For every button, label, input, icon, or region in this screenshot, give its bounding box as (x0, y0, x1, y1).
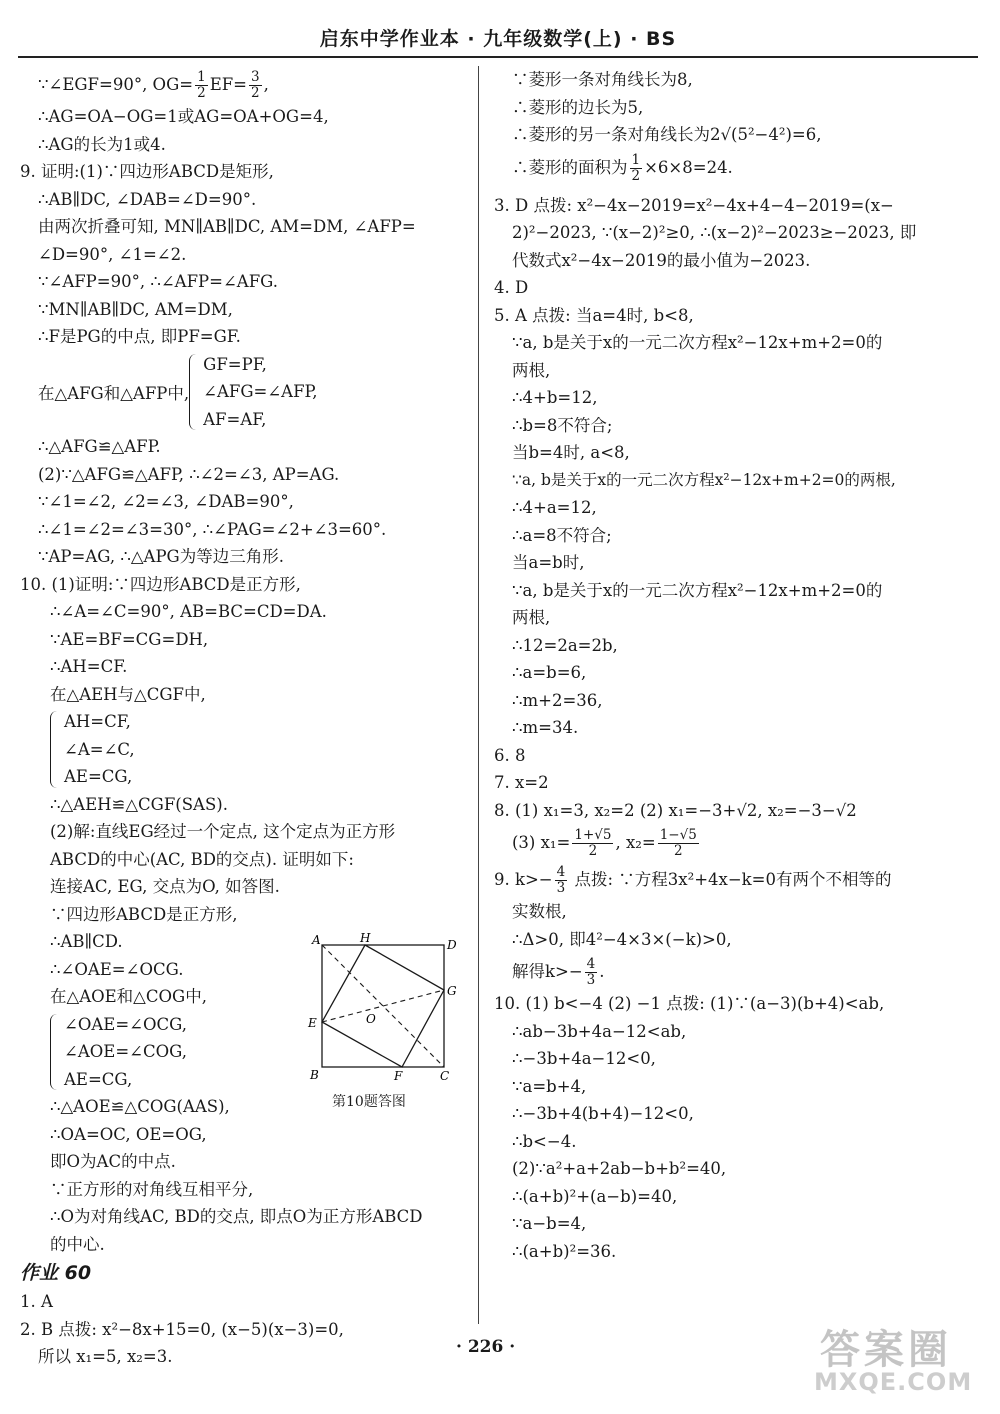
text-line: (2)∵a²+a+2ab−b+b²=40, (512, 1159, 727, 1178)
text-line: ∴菱形的面积为 $\frac{1}{2}$ ×6×8=24. (512, 151, 733, 184)
text-line: ∴Δ>0, 即4²−4×3×(−k)>0, (512, 929, 732, 949)
brace-system-2: AH=CF, ∠A=∠C, AE=CG, (50, 708, 468, 791)
text-line: ∴(a+b)²=36. (512, 1241, 617, 1261)
text-line: ∴菱形的另一条对角线长为2√(5²−4²)=6, (512, 125, 822, 144)
text-line: ABCD的中心(AC, BD的交点). 证明如下: (50, 849, 354, 869)
text-line: ∴菱形的边长为5, (512, 97, 644, 117)
text-line: ∵a=b+4, (512, 1076, 587, 1096)
header-title: 启东中学作业本 · 九年级数学(上) · BS (319, 28, 677, 50)
page-number: · 226 · (456, 1337, 516, 1357)
text-line: ∴∠A=∠C=90°, AB=BC=CD=DA. (50, 602, 327, 621)
figure-caption: 第10题答图 (332, 1094, 406, 1110)
label-o: O (366, 1012, 376, 1026)
label-f: F (394, 1069, 403, 1083)
text-line: 2)²−2023, ∵(x−2)²≥0, ∴(x−2)²−2023≥−2023, 即 (512, 223, 917, 242)
text-line: ∵a−b=4, (512, 1214, 587, 1233)
label-a: A (312, 933, 321, 947)
text-line: (2)∵△AFG≌△AFP, ∴∠2=∠3, AP=AG. (38, 464, 340, 484)
question-9-heading: 9. 证明:(1)∵四边形ABCD是矩形, (20, 162, 274, 181)
text-line: 代数式x²−4x−2019的最小值为−2023. (512, 250, 811, 270)
watermark-url: MXQE.COM (814, 1368, 973, 1396)
text-line: ∴AH=CF. (50, 657, 128, 676)
text-line: ∵正方形的对角线互相平分, (50, 1179, 254, 1199)
text-line: ∴△AFG≌△AFP. (38, 437, 161, 456)
text-line: ∴(a+b)²+(a−b)=40, (512, 1186, 678, 1206)
brace-symbol (50, 711, 59, 788)
text-line: ∵AE=BF=CG=DH, (50, 629, 209, 649)
text-line: ∴4+b=12, (512, 388, 598, 407)
text-line: ∴F是PG的中点, 即PF=GF. (38, 327, 241, 346)
text-line: ∴∠1=∠2=∠3=30°, ∴∠PAG=∠2+∠3=60°. (38, 519, 387, 539)
text-line: 7. x=2 (494, 773, 549, 792)
text-line: ∵AP=AG, ∴△APG为等边三角形. (38, 547, 284, 566)
brace-symbol (189, 354, 198, 431)
text-line: 在△AOE和△COG中, (50, 987, 207, 1006)
text-line: 在△AFG和△AFP中, (38, 383, 190, 403)
question-10-heading: 10. (1)证明:∵四边形ABCD是正方形, (20, 574, 301, 594)
watermark-logo: 答案圈 (820, 1327, 952, 1373)
text-line: 1. A (20, 1292, 53, 1311)
brace-symbol (50, 1014, 59, 1091)
text-line: ∴OA=OC, OE=OG, (50, 1124, 207, 1144)
text-line: ∵MN∥AB∥DC, AM=DM, (38, 299, 233, 319)
brace-system-1 (20, 351, 468, 434)
text-line: 即O为AC的中点. (50, 1152, 176, 1171)
segment-eg (322, 990, 444, 1022)
text-line: ∴AG的长为1或4. (38, 134, 166, 154)
label-d: D (447, 938, 457, 952)
label-e: E (308, 1016, 317, 1030)
text-line: (2)解:直线EG经过一个定点, 这个定点为正方形 (50, 822, 396, 841)
text-line: 6. 8 (494, 745, 526, 765)
text-line: 两根, (512, 608, 551, 627)
text-line: 3. D 点拨: x²−4x−2019=x²−4x+4−4−2019=(x− (494, 195, 894, 215)
text-line: ∵四边形ABCD是正方形, (50, 904, 238, 924)
text-line: ∴−3b+4a−12<0, (512, 1049, 656, 1068)
text-line: ∴m+2=36, (512, 690, 603, 710)
text-line: 的中心. (50, 1234, 105, 1254)
text-line: ∴m=34. (512, 718, 579, 737)
label-g: G (447, 984, 457, 998)
page-header (18, 22, 978, 58)
brace-group: GF=PF, ∠AFG=∠AFP, AF=AF, (189, 351, 317, 434)
left-column (20, 66, 468, 1371)
text-line: ∠D=90°, ∠1=∠2. (38, 244, 187, 264)
text-line: 2. B 点拨: x²−8x+15=0, (x−5)(x−3)=0, (20, 1319, 344, 1339)
text-line: 由两次折叠可知, MN∥AB∥DC, AM=DM, ∠AFP= (38, 217, 416, 236)
homework-title: 作业 60 (20, 1262, 92, 1284)
text-line: ∵∠AFP=90°, ∴∠AFP=∠AFG. (38, 272, 278, 291)
text-line: ∴AG=OA−OG=1或AG=OA+OG=4, (38, 107, 329, 126)
text-line: 实数根, (512, 902, 567, 921)
text-line: ∴−3b+4(b+4)−12<0, (512, 1104, 694, 1123)
text-line: ∵a, b是关于x的一元二次方程x²−12x+m+2=0的两根, (512, 470, 896, 489)
text-line: 连接AC, EG, 交点为O, 如答图. (50, 877, 280, 896)
text-line: ∴12=2a=2b, (512, 635, 618, 655)
text-line: ∴AB∥DC, ∠DAB=∠D=90°. (38, 189, 257, 209)
text-line: ∴O为对角线AC, BD的交点, 即点O为正方形ABCD (50, 1207, 423, 1226)
text-line: ∴b<−4. (512, 1131, 577, 1151)
text-line: ∴a=8不符合; (512, 525, 612, 545)
text-line: ∴4+a=12, (512, 498, 597, 517)
text-line: ∴∠OAE=∠OCG. (50, 959, 184, 979)
text-line: 在△AEH与△CGF中, (50, 684, 206, 704)
column-divider (478, 66, 479, 1324)
text-line: ∵a, b是关于x的一元二次方程x²−12x+m+2=0的 (512, 580, 883, 600)
text-line: ∴AB∥CD. (50, 932, 123, 951)
right-column (494, 66, 954, 1265)
text-line: 解得k>− $\frac{4}{3}$ . (512, 956, 605, 988)
text-line: 两根, (512, 360, 551, 380)
text-line: ∴ab−3b+4a−12<ab, (512, 1021, 687, 1041)
text-line: 当a=b时, (512, 553, 585, 572)
label-h: H (360, 932, 371, 945)
text-line: ∴△AEH≌△CGF(SAS). (50, 794, 228, 814)
text-line: 8. (1) x₁=3, x₂=2 (2) x₁=−3+√2, x₂=−3−√2 (494, 800, 857, 820)
text-line: 5. A 点拨: 当a=4时, b<8, (494, 305, 694, 325)
brace-system-3: ∠OAE=∠OCG, ∠AOE=∠COG, AE=CG, (50, 1011, 468, 1094)
text-line: 当b=4时, a<8, (512, 443, 630, 462)
text-line: 4. D (494, 278, 529, 297)
label-c: C (440, 1069, 450, 1083)
text-line: 所以 x₁=5, x₂=3. (38, 1347, 173, 1366)
text-line: ∵a, b是关于x的一元二次方程x²−12x+m+2=0的 (512, 333, 883, 352)
text-line: ∵∠1=∠2, ∠2=∠3, ∠DAB=90°, (38, 492, 294, 511)
text-line: ∴△AOE≌△COG(AAS), (50, 1097, 230, 1116)
text-line: ∵∠EGF=90°, OG= $\frac{1}{2}$ EF= $\frac{3}{2}$ , (38, 69, 269, 101)
text-line: 10. (1) b<−4 (2) −1 点拨: (1)∵(a−3)(b+4)<ab, (494, 994, 885, 1013)
text-line: (3) x₁= $\frac{1+√5}{2}$ , x₂= $\frac{1-√5}{2}$ (512, 827, 697, 859)
label-b: B (310, 1068, 319, 1082)
text-line: ∴a=b=6, (512, 663, 587, 682)
text-line: ∵菱形一条对角线长为8, (512, 70, 693, 89)
text-line: 9. k>− $\frac{4}{3}$ 点拨: ∵方程3x²+4x−k=0有两个不相等的 (494, 864, 892, 896)
text-line: ∴b=8不符合; (512, 415, 613, 435)
